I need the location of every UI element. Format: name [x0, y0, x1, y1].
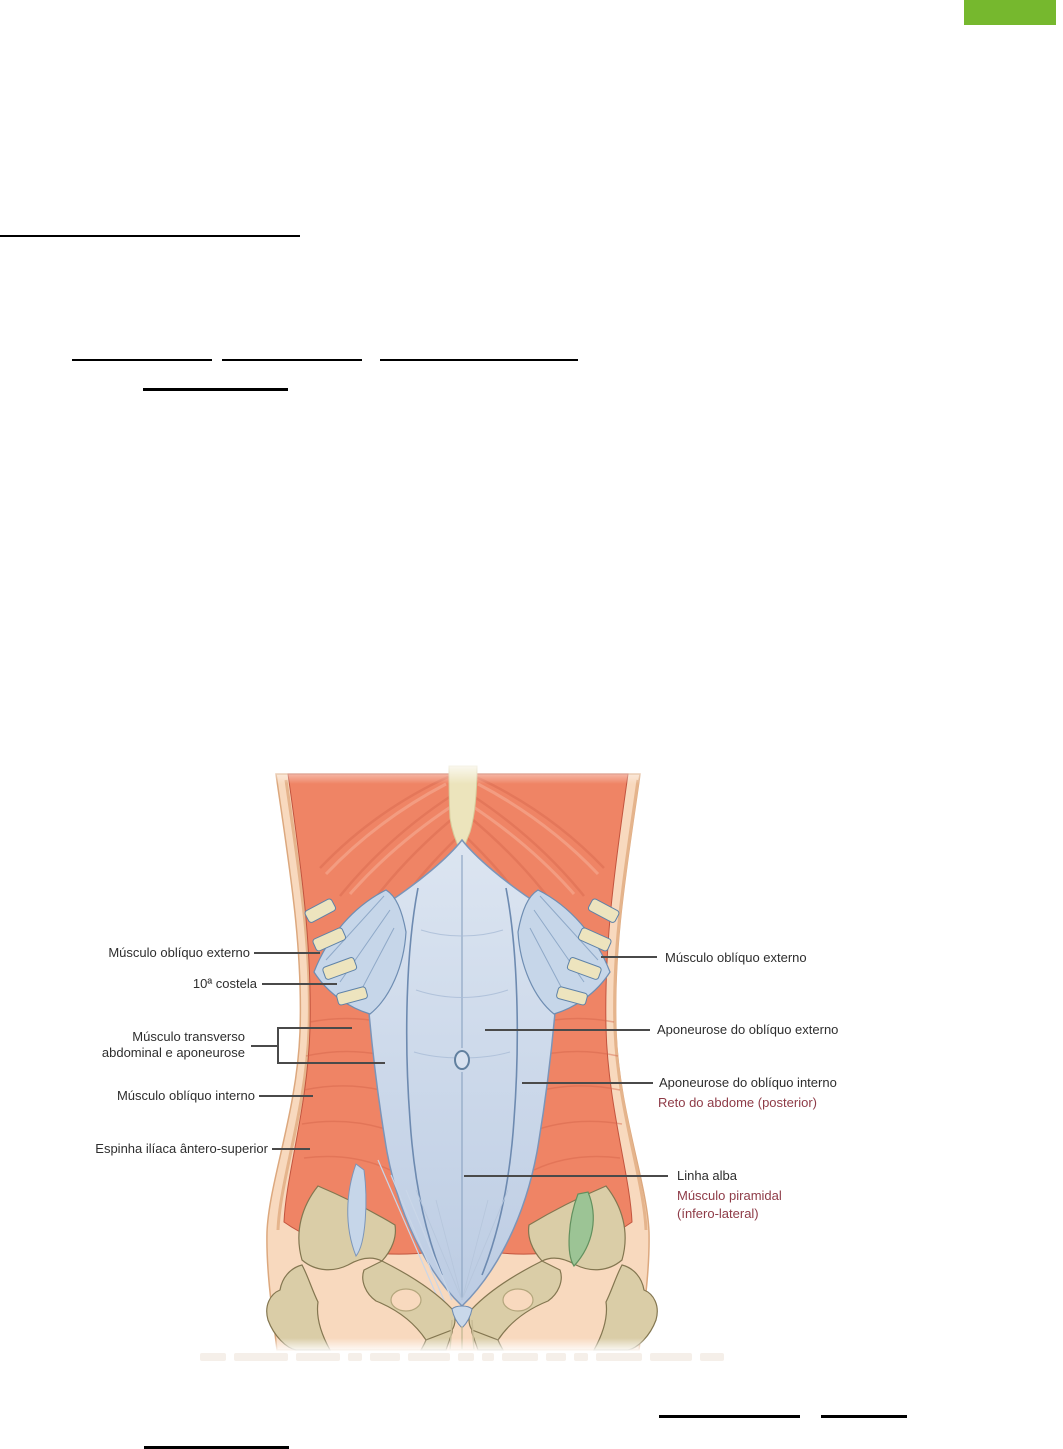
label-linha-alba: Linha alba [677, 1168, 737, 1183]
label-musculo-obliquo-interno: Músculo oblíquo interno [116, 1088, 255, 1103]
leader-line [254, 952, 320, 954]
leader-line [262, 983, 337, 985]
leader-line [251, 1045, 277, 1047]
blank-underline [72, 359, 212, 361]
label-infero-lateral: (ínfero-lateral) [677, 1206, 759, 1221]
blank-underline [659, 1415, 800, 1418]
label-aponeurose-obliquo-interno: Aponeurose do oblíquo interno [659, 1075, 837, 1090]
leader-line [522, 1082, 653, 1084]
label-10a-costela: 10ª costela [192, 976, 257, 991]
blank-underline [0, 235, 300, 237]
leader-line [277, 1027, 352, 1029]
navel [455, 1051, 469, 1069]
label-musculo-transverso-abdominal: Músculo transverso abdominal e aponeurose [101, 1029, 245, 1060]
label-musculo-piramidal: Músculo piramidal [677, 1188, 782, 1203]
leader-line-bracket [277, 1027, 279, 1064]
leader-line [272, 1148, 310, 1150]
blank-underline [821, 1415, 907, 1418]
leader-line [485, 1029, 650, 1031]
label-espinha-iliaca: Espinha ilíaca ântero-superior [95, 1141, 268, 1156]
blank-underline [222, 359, 362, 361]
label-musculo-obliquo-externo-left: Músculo oblíquo externo [108, 945, 250, 960]
leader-line [277, 1062, 385, 1064]
abdomen-anatomy-illustration [256, 760, 660, 1352]
blank-underline [380, 359, 578, 361]
leader-line [601, 956, 657, 958]
label-aponeurose-obliquo-externo: Aponeurose do oblíquo externo [657, 1022, 839, 1037]
label-musculo-obliquo-externo-right: Músculo oblíquo externo [665, 950, 807, 965]
bottom-fade [256, 1338, 660, 1352]
green-corner-tab [964, 0, 1056, 25]
leader-line [464, 1175, 668, 1177]
top-fade [256, 760, 660, 784]
leader-line [259, 1095, 313, 1097]
figure-caption-placeholder [200, 1352, 740, 1362]
blank-underline [143, 388, 288, 391]
label-reto-do-abdome: Reto do abdome (posterior) [658, 1095, 817, 1110]
